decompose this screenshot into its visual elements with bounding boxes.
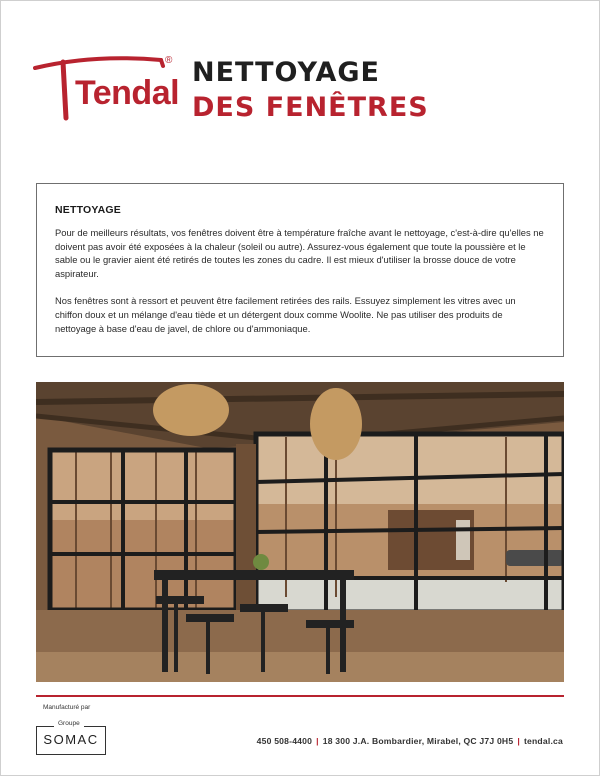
instructions-paragraph-2: Nos fenêtres sont à ressort et peuvent être facilement retirées des rails. Essuyez simplement les vitres avec un chiffon doux et un mélange d'eau tiède et un détergent doux comme Woolite. Ne pas utiliser des produits de nettoyage à base d'eau de javel, de chlore ou d'ammoniaque.: [55, 295, 516, 334]
tendal-logo: [33, 52, 183, 128]
website-link[interactable]: tendal.ca: [523, 736, 563, 746]
separator-2: |: [517, 736, 520, 746]
groupe-somac-logo: [36, 721, 106, 755]
address: 18 300 J.A. Bombardier, Mirabel, QC J7J 0H5: [322, 736, 514, 746]
groupe-label: Groupe: [54, 720, 84, 727]
logo-wordmark: Tendal: [75, 74, 180, 112]
manufactured-by-label: Manufacturé par: [43, 704, 91, 711]
section-heading: NETTOYAGE: [55, 204, 121, 216]
porch-photo-illustration: [36, 382, 564, 682]
instructions-paragraph-1: Pour de meilleurs résultats, vos fenêtres doivent être à température fraîche avant le nettoyage, c'est-à-dire qu'elles ne doivent pas avoir été exposées à la chaleur (soleil ou autre). Assurez-vous également que toute la poussière et le sable ou le gravier aient été retirés de toutes les zones du cadre. Il est mieux d'utiliser la brosse douce de votre aspirateur.: [55, 227, 544, 279]
contact-line: [257, 736, 563, 746]
separator-1: |: [316, 736, 319, 746]
porch-photo: [36, 382, 564, 682]
page-title-line-2: DES FENÊTRES: [192, 92, 429, 123]
somac-wordmark: SOMAC: [43, 732, 99, 747]
footer-divider: [36, 695, 564, 697]
registered-mark: ®: [165, 55, 173, 66]
cleaning-info-box: [36, 183, 564, 357]
page-title-line-1: NETTOYAGE: [192, 57, 380, 88]
phone-number: 450 508-4400: [256, 736, 313, 746]
